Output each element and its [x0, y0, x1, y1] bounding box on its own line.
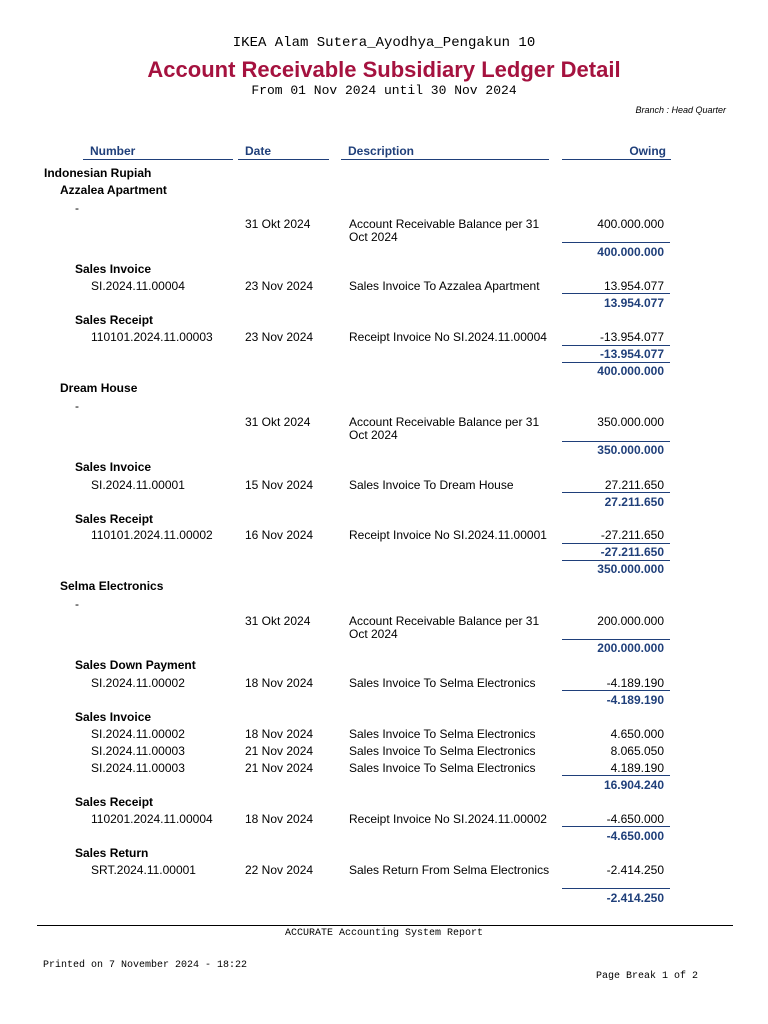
opening-amount: 400.000.000	[597, 217, 664, 231]
company-name: IKEA Alam Sutera_Ayodhya_Pengakun 10	[232, 35, 536, 51]
transaction-date: 23 Nov 2024	[245, 279, 314, 293]
transaction-number: SI.2024.11.00002	[91, 676, 185, 690]
transaction-date: 18 Nov 2024	[245, 727, 314, 741]
printed-timestamp: Printed on 7 November 2024 - 18:22	[43, 960, 248, 971]
transaction-date: 22 Nov 2024	[245, 863, 314, 877]
group-subtotal: 16.904.240	[603, 778, 664, 792]
opening-date: 31 Okt 2024	[245, 217, 311, 231]
opening-dash: -	[75, 597, 79, 611]
total-line	[562, 362, 670, 363]
opening-subtotal: 400.000.000	[597, 245, 664, 259]
subtotal-line	[562, 690, 670, 691]
transaction-description: Sales Return From Selma Electronics	[349, 863, 550, 877]
group-subtotal: 13.954.077	[603, 296, 664, 310]
transaction-description: Sales Invoice To Selma Electronics	[349, 727, 536, 741]
group-label-sales-invoice: Sales Invoice	[75, 262, 152, 276]
transaction-date: 16 Nov 2024	[245, 528, 314, 542]
transaction-number: SRT.2024.11.00001	[91, 863, 196, 877]
transaction-amount: 4.189.190	[610, 761, 664, 775]
opening-description-line1: Account Receivable Balance per 31	[349, 614, 540, 628]
transaction-date: 21 Nov 2024	[245, 761, 314, 775]
group-subtotal: 27.211.650	[604, 495, 664, 509]
opening-description-line2: Oct 2024	[349, 230, 398, 244]
transaction-date: 23 Nov 2024	[245, 330, 314, 344]
opening-description-line2: Oct 2024	[349, 627, 398, 641]
opening-subtotal: 350.000.000	[597, 443, 664, 457]
transaction-date: 15 Nov 2024	[245, 478, 314, 492]
customer-name: Selma Electronics	[60, 579, 164, 593]
opening-description-line2: Oct 2024	[349, 428, 398, 442]
opening-dash: -	[75, 201, 79, 215]
report-period: From 01 Nov 2024 until 30 Nov 2024	[251, 83, 517, 98]
transaction-number: 110101.2024.11.00003	[91, 330, 213, 344]
subtotal-line	[562, 345, 670, 346]
transaction-description: Sales Invoice To Dream House	[349, 478, 514, 492]
group-subtotal: -2.414.250	[606, 891, 664, 905]
footer-divider	[37, 925, 733, 926]
transaction-number: 110101.2024.11.00002	[91, 528, 213, 542]
transaction-number: SI.2024.11.00003	[91, 744, 185, 758]
customer-total: 350.000.000	[597, 562, 664, 576]
customer-total: 400.000.000	[597, 364, 664, 378]
group-label-sales-invoice: Sales Invoice	[75, 460, 152, 474]
subtotal-line	[562, 888, 670, 889]
transaction-description: Sales Invoice To Selma Electronics	[349, 676, 536, 690]
subtotal-line	[562, 242, 670, 243]
group-label-sales-invoice: Sales Invoice	[75, 710, 152, 724]
currency-label: Indonesian Rupiah	[44, 166, 152, 180]
group-label-sales-receipt: Sales Receipt	[75, 313, 154, 327]
group-label-sales-receipt: Sales Receipt	[75, 795, 154, 809]
subtotal-line	[562, 441, 670, 442]
group-label-sales-receipt: Sales Receipt	[75, 512, 154, 526]
page-indicator: Page Break 1 of 2	[595, 971, 698, 982]
opening-date: 31 Okt 2024	[245, 614, 311, 628]
opening-amount: 350.000.000	[597, 415, 664, 429]
column-header-date: Date	[238, 144, 329, 160]
group-subtotal: -13.954.077	[599, 347, 664, 361]
transaction-date: 18 Nov 2024	[245, 676, 314, 690]
customer-name: Dream House	[60, 381, 138, 395]
transaction-date: 18 Nov 2024	[245, 812, 314, 826]
opening-amount: 200.000.000	[597, 614, 664, 628]
transaction-description: Receipt Invoice No SI.2024.11.00002	[349, 812, 547, 826]
branch-label: Branch : Head Quarter	[635, 105, 726, 115]
opening-dash: -	[75, 399, 79, 413]
report-title: Account Receivable Subsidiary Ledger Detail	[147, 57, 621, 82]
transaction-amount: 13.954.077	[603, 279, 664, 293]
subtotal-line	[562, 543, 670, 544]
group-subtotal: -4.650.000	[606, 829, 664, 843]
opening-subtotal: 200.000.000	[597, 641, 664, 655]
transaction-description: Receipt Invoice No SI.2024.11.00004	[349, 330, 547, 344]
transaction-number: SI.2024.11.00003	[91, 761, 185, 775]
transaction-description: Sales Invoice To Selma Electronics	[349, 744, 536, 758]
group-label-sales-return: Sales Return	[75, 846, 149, 860]
opening-description-line1: Account Receivable Balance per 31	[349, 217, 540, 231]
transaction-date: 21 Nov 2024	[245, 744, 314, 758]
group-subtotal: -27.211.650	[600, 545, 664, 559]
subtotal-line	[562, 826, 670, 827]
transaction-amount: -2.414.250	[606, 863, 664, 877]
transaction-amount: -27.211.650	[600, 528, 664, 542]
column-header-owing: Owing	[562, 144, 671, 160]
column-header-number: Number	[83, 144, 233, 160]
group-subtotal: -4.189.190	[606, 693, 664, 707]
subtotal-line	[562, 492, 670, 493]
transaction-description: Receipt Invoice No SI.2024.11.00001	[349, 528, 547, 542]
transaction-amount: 4.650.000	[610, 727, 664, 741]
column-header-description: Description	[341, 144, 549, 160]
customer-name: Azzalea Apartment	[60, 183, 167, 197]
opening-date: 31 Okt 2024	[245, 415, 311, 429]
total-line	[562, 560, 670, 561]
transaction-description: Sales Invoice To Azzalea Apartment	[349, 279, 540, 293]
transaction-amount: 27.211.650	[604, 478, 664, 492]
transaction-number: SI.2024.11.00004	[91, 279, 185, 293]
transaction-number: SI.2024.11.00001	[91, 478, 185, 492]
transaction-number: 110201.2024.11.00004	[91, 812, 213, 826]
transaction-amount: 8.065.050	[610, 744, 664, 758]
subtotal-line	[562, 293, 670, 294]
group-label-sales-down-payment: Sales Down Payment	[75, 658, 196, 672]
subtotal-line	[562, 775, 670, 776]
transaction-amount: -4.189.190	[606, 676, 664, 690]
transaction-amount: -13.954.077	[599, 330, 664, 344]
footer-report-label: ACCURATE Accounting System Report	[284, 928, 484, 939]
subtotal-line	[562, 639, 670, 640]
transaction-description: Sales Invoice To Selma Electronics	[349, 761, 536, 775]
opening-description-line1: Account Receivable Balance per 31	[349, 415, 540, 429]
transaction-amount: -4.650.000	[606, 812, 664, 826]
transaction-number: SI.2024.11.00002	[91, 727, 185, 741]
